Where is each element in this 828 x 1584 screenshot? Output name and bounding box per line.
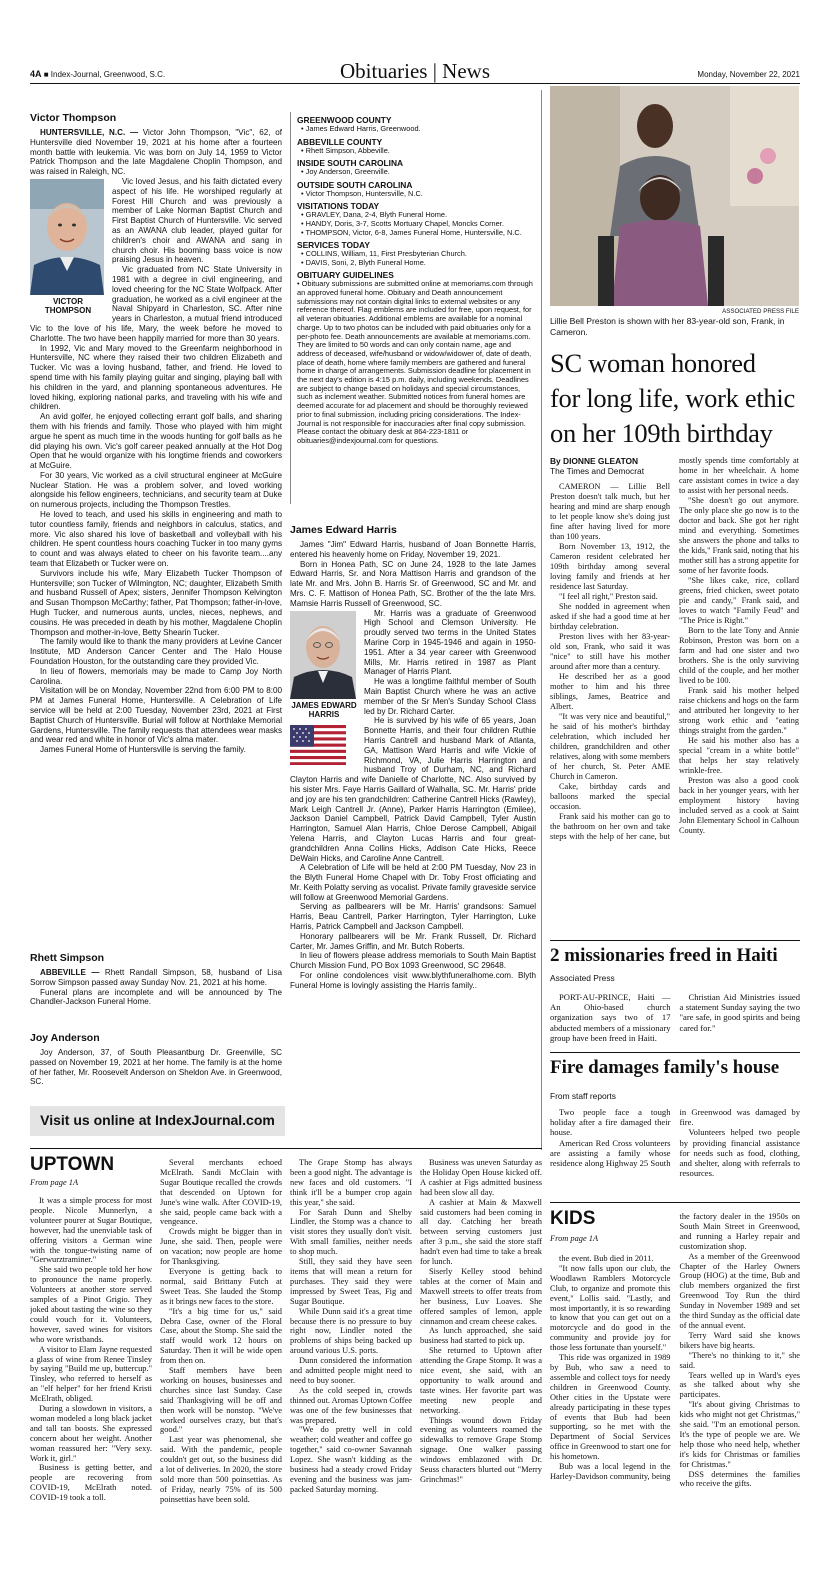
- box-item: • James Edward Harris, Greenwood.: [301, 124, 421, 133]
- page-date: Monday, November 22, 2021: [697, 70, 800, 80]
- promo-link[interactable]: Visit us online at IndexJournal.com: [40, 1112, 275, 1129]
- story-paragraph: Frank said his mother can go to the bathroom on her own and take steps with the help of her cane, but mostly spends time comfortably at home in her wheelchair. A home care assistant comes in twice a day to assist with her personal needs.: [550, 456, 799, 841]
- headline-spacer: [550, 1212, 671, 1254]
- obit-paragraph: ABBEVILLE — Rhett Randall Simpson, 58, husband of Lisa Sorrow Simpson passed away Sunday Nov. 21, 2021 at his home.: [30, 968, 282, 987]
- fire-headline: Fire damages family's house: [550, 1057, 780, 1078]
- obit-paragraph: He loved to teach, and used his skills in engineering and math to tutor countless family, friends and neighbors in calculus, statics, and more. Vic also shared his love of basketball and volleyball with his children. He spent countless hours coaching Tucker in too many gyms to count and was always elated to cheer on his favorite team....any team that Elizabeth or Tucker were on.: [30, 510, 282, 569]
- obit-name: Rhett Simpson: [30, 952, 105, 964]
- obit-paragraph: In 1992, Vic and Mary moved to the Greenfarm neighborhood in Huntersville, NC where they raised their two children Elizabeth and Tucker. Vic was a loving husband, father, and friend. He loved to spend time with his family playing guitar and singing, playing ball with his children in the yard, and planning spontaneous adventures. He loved hiking, exploring national parks, and traveling with his wife and children.: [30, 343, 282, 412]
- story-paragraph: Terry Ward said she knows bikers have big hearts.: [679, 1330, 800, 1350]
- box-item: • Victor Thompson, Huntersville, N.C.: [301, 188, 423, 198]
- obit-paragraph: He is survived by his wife of 65 years, Joan Bonnette Harris, and their four children Ruthie Harris Cantrell and husband Mark of Atlanta, GA, Mattison Ward Harris and wife Vickie of Richmond, VA, Julie Harris Harrington and husband Troy of Durham, NC, and Richard Clayton Harris and wife Danielle of Charlotte, NC. Also survived by his sister Mrs. Faye Harris Gaillard of Walhalla, SC. Mr. Harris' pride and joy are his ten grandchildren: Catherine Cantrell Hicks (Rawley), Mark Leigh Cantrell Jr. (Anne), Parker Harris Harrington (Emilee), Jackson Daniel Campbell, Patrick David Campbell, Tyler Austin Harrington, Samuel Alan Harris, Chloe Derose Campbell, Abigail Yelena Harris, and Clayton Lucas Harris and four great-grandchildren Anna Collins Hicks, Addison Cate Hicks, Reece DeWain Hicks, and Caroline Anne Cantrell.: [290, 716, 536, 863]
- obit-paragraph: The family would like to thank the many providers at Levine Cancer Institute, MD Anderson Cancer Center and The Halo House Foundation Houston, for the outstanding care they provided Vic.: [30, 637, 282, 667]
- story-paragraph: The Grape Stomp has always been a good night. The advantage is new faces and old customers. "I think it'll be a bumper crop again this year," she said.: [290, 1158, 412, 1207]
- story-paragraph: Several merchants echoed McElrath. Sandi McClain with Sugar Boutique recalled the crowds that descended on Uptown for June's wine walk. After COVID-19, she said, people came back with a vengeance.: [160, 1158, 282, 1227]
- obit-name: Joy Anderson: [30, 1032, 100, 1044]
- obit-paragraph: Visitation will be on Monday, November 22nd from 6:00 PM to 8:00 PM at James Funeral Home, Huntersville. A Celebration of Life service will be held at 2:00 Tuesday, November 23rd, 2021 at First Baptist Church of Huntersville. Burial will follow at Northlake Memorial Gardens, Huntersville. The family requests that attendees wear masks and wear red and white in honor of Vic's alma mater.: [30, 686, 282, 745]
- box-item: • Joy Anderson, Greenville.: [301, 167, 390, 177]
- story-paragraph: Business was uneven Saturday as the Holiday Open House kicked off. A cashier at Figs admitted business had been slow all day.: [420, 1158, 542, 1197]
- obit-name: James Edward Harris: [290, 524, 397, 536]
- story-paragraph: Two people face a tough holiday after a fire damaged their house.: [550, 1107, 671, 1138]
- obit-paragraph: A Celebration of Life will be held at 2:00 PM Tuesday, Nov 23 in the Blyth Funeral Home Chapel with Dr. Toby Frost officiating and Mr. Keith Polatty serving as vocalist. Private family graveside service will follow at Greenwood Memorial Gardens.: [290, 863, 536, 902]
- photo-caption: Lillie Bell Preston is shown with her 83-year-old son, Frank, in Cameron.: [550, 316, 785, 337]
- divider: [550, 1052, 800, 1053]
- page-number: 4A: [30, 69, 42, 80]
- jump-line: From page 1A: [550, 1234, 599, 1243]
- obit-paragraph: In lieu of flowers please address memorials to South Main Baptist Church Mission Fund, PO Box 1093 Greenwood, SC 29648.: [290, 951, 536, 971]
- obit-paragraph: For online condolences visit www.blythfuneralhome.com. Blyth Funeral Home is lovingly assisting the Harris family..: [290, 971, 536, 990]
- headline-spacer: [30, 1158, 152, 1196]
- obit-name: Victor Thompson: [30, 112, 117, 124]
- paper-name: Index-Journal, Greenwood, S.C.: [50, 70, 166, 80]
- obit-body: [30, 128, 282, 755]
- story-paragraph: Cake, birthday cards and balloons marked the special occasion.: [550, 782, 670, 811]
- jump-line: From page 1A: [30, 1178, 79, 1187]
- obit-paragraph: James Funeral Home of Huntersville is serving the family.: [40, 745, 246, 755]
- haiti-story: [550, 992, 800, 1052]
- preston-story: [550, 456, 799, 936]
- story-paragraph: It was a simple process for most people. Nicole Munnerlyn, a volunteer pourer at Sugar Boutique, however, had the unenviable task of offering visitors a German wine with the tongue-twisting name of "Gerwurztraminer.": [30, 1196, 152, 1265]
- story-paragraph: While Dunn said it's a great time because there is no pressure to buy right now, Lindler noted the problems of ships being backed up around various U.S. ports.: [290, 1306, 412, 1356]
- story-paragraph: "It's a big time for us," said Debra Case, owner of the Floral Case, about the Stomp. She said the staff would work 12 hours on Saturday. Then it will be wide open from then on.: [160, 1306, 282, 1366]
- obit-paragraph: An avid golfer, he enjoyed collecting errant golf balls, and sharing them with his friends and family. Those who played with him might argue he spent as much time in the woods hunting for golf balls as he did playing his own. Vic's golf career peaked annually at the Hot Dog Open that he would organize with his longtime friends and coworkers at McGuire.: [30, 412, 282, 471]
- kids-headline: KIDS: [550, 1208, 596, 1229]
- obit-paragraph: For 30 years, Vic worked as a civil structural engineer at McGuire Nuclear Station. He was a problem solver, and loved working alongside his fellow engineers, technicians, and security team at Duke on numerous projects, including the Thompson Trestles.: [30, 470, 282, 510]
- story-paragraph: "There's no thinking to it," she said.: [679, 1350, 800, 1370]
- story-paragraph: During a slowdown in visitors, a woman modeled a long black jacket and tall tan boosts. She expressed concern about her weight. Another woman reassured her: "Very sexy. Work it, girl.": [30, 1404, 152, 1463]
- box-heading: VISITATIONS TODAY: [297, 201, 380, 212]
- obit-simpson: [30, 950, 282, 1026]
- obit-paragraph: HUNTERSVILLE, N.C. — Victor John Thompson, "Vic", 62, of Huntersville died November 19, 2021 at his home after a fourteen month battle with leukemia. Vic was born on July 14, 1959 to Victor Patrick Thompson and the late Magdalene Choplin Thompson, and was raised in Raleigh, NC.: [30, 128, 282, 177]
- byline: By DIONNE GLEATON: [550, 456, 639, 466]
- byline-outlet: The Times and Democrat: [550, 466, 645, 476]
- story-paragraph: As the cold seeped in, crowds thinned out. Aromas Uptown Coffee was one of the few businesses that was prepared.: [290, 1385, 412, 1425]
- story-paragraph: Still, they said they have seen items that will mean a return for purchases. They said they were impressed by Sweet Teas, Fig and Sugar Boutique.: [290, 1257, 412, 1306]
- preston-headline: SC woman honored for long life, work ethic on her 109th birthday: [550, 348, 795, 448]
- obit-body: [30, 1048, 282, 1087]
- divider: [550, 1202, 800, 1203]
- preston-photo: [550, 86, 799, 306]
- story-paragraph: A visitor to Elam Jayne requested a glass of wine from Renee Tinsley by saying "Build me up, buttercup." Tinsley, who referred to herself as an "elf helper" for her friend Kristi McElrath, obliged.: [30, 1344, 152, 1404]
- divider: [30, 1148, 542, 1149]
- box-item: • DAVIS, Soni, 2, Blyth Funeral Home.: [301, 257, 426, 267]
- story-paragraph: Last year was phenomenal, she said. With the pandemic, people couldn't get out, so the business did a lot of deliveries. In 2020, the store sold more than 500 poinsettias. As of Friday, nearly 75% of its 500 poinsettias have been sold.: [160, 1435, 282, 1504]
- column-divider: [541, 90, 542, 1150]
- box-item: • Rhett Simpson, Abbeville.: [301, 145, 390, 155]
- divider: [550, 940, 800, 941]
- box-item: • COLLINS, William, 11, First Presbyterian Church.: [301, 249, 467, 259]
- obit-paragraph: Survivors include his wife, Mary Elizabeth Tucker Thompson of Huntersville; son Tucker of Wilmington, NC; daughter, Elizabeth Smith and husband Russell of Apex; sisters, Jennifer Thompson Kelvington and Susan Thompson McCarthy; father, Pat Thompson; father-in-love, Hugh Tucker, and numerous aunts, uncles, nieces, nephews, and cousins. He was preceded in death by his mother, Magdalene Choplin Thompson and mother-in-love, Betty Shearin Tucker.: [30, 568, 282, 637]
- obit-paragraph: He was a longtime faithful member of South Main Baptist Church where he was an active member of the Sr Men's Sunday School Class led by Dr. Richard Carter.: [364, 677, 536, 716]
- story-paragraph: Siserly Kelley stood behind tables at the corner of Main and Maxwell streets to offer treats from her business, Luv Loaves. She offered samples of lemon, apple cinnamon and cream cheese cakes.: [420, 1266, 542, 1326]
- story-paragraph: Preston lives with her 83-year-old son, Frank, who said it was "nice" to still have his mother around after more than a century.: [550, 632, 670, 671]
- story-paragraph: He said his mother also has a special "cream in a white bottle" that helps her stay relatively wrinkle-free.: [679, 736, 799, 775]
- story-paragraph: Volunteers helped two people by providing financial assistance for needs such as food, clothing, and shelter, along with referrals to resources.: [679, 1127, 800, 1179]
- story-paragraph: Dunn considered the information and admitted people might need to need to buy sooner.: [290, 1356, 412, 1385]
- story-paragraph: Christian Aid Ministries issued a statement Sunday saying the two "are safe, in good spirits and being cared for.": [679, 992, 800, 1033]
- obit-paragraph: Serving as pallbearers will be Mr. Harris' grandsons: Samuel Harris, Beau Cantrell, Parker Harrington, Tyler Harrington, Luke Harris, Patrick Campbell and Jackson Campbell.: [290, 902, 536, 932]
- story-paragraph: PORT-AU-PRINCE, Haiti — An Ohio-based church organization says two of 17 abducted members of a missionary group have been freed in Haiti.: [550, 992, 671, 1043]
- obit-paragraph: Vic loved Jesus, and his faith dictated every aspect of his life. He worshiped regularly at Forest Hill Church and was previously a member of Lake Norman Baptist Church and First Baptist Church of Huntersville. Vic served as an AWANA club leader, played guitar for children's choir and AWANA and sang in church choir. His booming bass voice is now praising Jesus in heaven.: [112, 176, 282, 265]
- story-paragraph: Born to the late Tony and Annie Robinson, Preston was born on a farm and had one sister and two brothers. She is the only surviving child of the couple, and her mother lived to be 100.: [679, 626, 799, 685]
- story-paragraph: As a member of the Greenwood Chapter of the Harley Owners Group (HOG) at the time, Bub and club members organized the first Greenwood Toy Run the third Sunday in November 1989 and set the third Sunday as the official date of the annual event.: [679, 1251, 800, 1330]
- story-paragraph: For Sarah Dunn and Shelby Lindler, the Stomp was a chance to visit stores they usually don't visit. With small families, neither needs to shop much.: [290, 1207, 412, 1257]
- box-item: • THOMPSON, Victor, 6-8, James Funeral Home, Huntersville, N.C.: [301, 227, 522, 237]
- box-heading: GREENWOOD COUNTY: [297, 115, 392, 125]
- obit-paragraph: Vic graduated from NC State University in 1981 with a degree in civil engineering, and loved cheering for the NC State Wolfpack. After graduation, he worked as a civil engineer at the Naval Shipyard in Charleston, SC. After nine years in Charleston, a mutual friend introduced Vic to the love of his life, Mary, the week before he moved to Charlotte. The two have been happily married for more than 30 years.: [30, 265, 282, 343]
- story-paragraph: "She likes cake, rice, collard greens, fried chicken, sweet potato pie and candy," Frank said, and loves to watch "Family Feud" and "The Price is Right.": [679, 576, 799, 625]
- obit-paragraph: Mr. Harris was a graduate of Greenwood High School and Clemson University. He proudly served two terms in the United States Marine Corp in 1945-1946 and again in 1950-1951. After a 34 year career with Greenwood Mills, Mr. Harris retired in 1987 as Plant Manager of Harris Plant.: [364, 608, 536, 677]
- obit-thompson: [30, 110, 282, 942]
- story-paragraph: She nodded in agreement when asked if she had a good time at her birthday celebration.: [550, 602, 670, 631]
- story-paragraph: "We do pretty well in cold weather; cold weather and coffee go together," said co-owner Savannah Lopez. She wasn't kidding as the business had a steady crowd Friday evening and the business was jam-packed Saturday morning.: [290, 1425, 412, 1494]
- obit-paragraph: Born in Honea Path, SC on June 24, 1928 to the late James Edward Harris, Sr. and Nora Mattison Harris and grandson of the late Mr. and Mrs. John B. Harris Sr. of Greenwood, SC and Mr. and Mrs. C. F. Mattison of Honea Path, SC. Brother of the the late Mrs. Mamsie Harris Russell of Greenwood, SC.: [290, 559, 536, 608]
- portrait-image: [290, 611, 356, 699]
- story-paragraph: Things wound down Friday evening as volunteers roamed the sidewalks to remove Grape Stomp signage. One walker passing windows emblazoned with Dr. Seuss characters blurted out "Merry Grinchmas!": [420, 1415, 542, 1484]
- haiti-byline: Associated Press: [550, 974, 615, 983]
- story-paragraph: "I feel all right," Preston said.: [559, 592, 658, 601]
- story-paragraph: A cashier at Main & Maxwell said customers had been coming in all day. Catching her breath between serving customers just after 3 p.m., she said the store staff hadn't even had time to take a break for lunch.: [420, 1197, 542, 1267]
- story-paragraph: Tears welled up in Ward's eyes as she talked about why she participates.: [679, 1370, 800, 1400]
- section-title: Obituaries | News: [339, 59, 490, 83]
- story-paragraph: "It was very nice and beautiful," he said of his mother's birthday celebration, which included her children, grandchildren and other relatives, along with some members of her church, St. Peter AME Church in Cameron.: [550, 712, 670, 781]
- story-paragraph: CAMERON — Lillie Bell Preston doesn't talk much, but her hearing and mind are sharp enough to let people know she's doing just fine after having lived for more than 100 years.: [550, 482, 670, 541]
- promo-banner[interactable]: [30, 1106, 285, 1136]
- thompson-photo: VICTOR THOMPSON: [30, 179, 106, 315]
- box-heading: INSIDE SOUTH CAROLINA: [297, 158, 404, 169]
- box-heading: OUTSIDE SOUTH CAROLINA: [297, 179, 413, 190]
- box-item: • HANDY, Doris, 3-7, Scotts Mortuary Chapel, Moncks Corner.: [301, 218, 504, 228]
- obit-anderson: [30, 1030, 282, 1090]
- page-folio: 4A ■ Index-Journal, Greenwood, S.C.: [30, 69, 166, 80]
- story-paragraph: She said two people told her how to pronounce the name properly. Volunteers at another store served samples of a Pinot Grigio. They joked about tasting the wine so they could vouch for it. Volunteers, however, saved wines for visitors who wore wristbands.: [30, 1265, 152, 1344]
- kids-story: [550, 1212, 800, 1580]
- fire-byline: From staff reports: [550, 1092, 616, 1101]
- story-paragraph: He described her as a good mother to him and his three siblings, James, Beatrice and Albert.: [550, 672, 670, 711]
- story-paragraph: Everyone is getting back to normal, said Brittany Futch at Sweet Teas. She lauded the Stomp as it brings new faces to the store.: [160, 1266, 282, 1306]
- obit-paragraph: Funeral plans are incomplete and will be announced by The Chandler-Jackson Funeral Home.: [30, 987, 282, 1007]
- photo-credit: ASSOCIATED PRESS FILE: [722, 308, 799, 315]
- page-header: [30, 60, 800, 84]
- story-paragraph: "She doesn't go out anymore. The only place she go now is to the doctor and back. She got her right mind and everything. Sometimes she answers the phone and talks to the kids," Frank said, noting that his mother still has a strong appetite for some of her favorite foods.: [679, 496, 799, 575]
- obit-paragraph: Joy Anderson, 37, of South Pleasantburg Dr. Greenville, SC passed on November 19, 2021 at her home. The family is at the home of her father, Mr. Roosevelt Anderson on Sheldon Ave. in Greenwood, SC.: [30, 1048, 282, 1087]
- obit-paragraph: James "Jim" Edward Harris, husband of Joan Bonnette Harris, entered his heavenly home on Friday, November 19, 2021.: [290, 540, 536, 559]
- story-paragraph: Staff members have been working on houses, businesses and churches since last Sunday. Case said Thanksgiving will be off and then work will be nonstop. "We've worked ourselves crazy, but that's good.": [160, 1366, 282, 1435]
- box-heading: SERVICES TODAY: [297, 240, 370, 251]
- obit-paragraph: Honorary pallbearers will be Mr. Frank Russell, Dr. Richard Carter, Mr. James Griffin, and Mr. Butch Roberts.: [290, 931, 536, 951]
- news-photo-image: [550, 86, 799, 306]
- story-paragraph: DSS determines the families who receive the gifts.: [679, 1469, 800, 1489]
- story-paragraph: As lunch approached, she said business had started to pick up.: [420, 1326, 542, 1346]
- guidelines-text: • Obituary submissions are submitted online at memoriams.com through an approved funeral home. Obituary and Death announcement submissions may not contain digital links to external websites or any reference thereof. Flag emblems are included for free, upon request, for all veteran obituaries. Additional emblems are available for a nominal charge. Up to two photos can be included with paid obituaries only for a per-photo fee. Death announcements are available at memoriams.com. They are limited to 50 words and can only contain name, age and address of deceased, wife/husband or widow/widower of, date of death, place of death, home where family members are gathered and funeral home in charge of arrangements. Submission deadline for placement in the next day's edition is 4:15 p.m. daily, including weekends. Deadlines are subject to change based on holidays and special circumstances, such as inclement weather. Submitted notices from funeral homes are deemed accurate for ad placement and should be thoroughly reviewed prior to final submission, including pricing considerations. The Index-Journal is not responsible for inaccuracies after final copy submission. Please contact the obituary desk at 864-223-1811 or obituaries@indexjournal.com for questions.: [297, 279, 533, 445]
- uptown-story: [30, 1158, 542, 1578]
- obituary-index-box: [290, 112, 536, 504]
- obit-harris: [290, 522, 536, 1102]
- obit-body: [290, 540, 536, 991]
- story-paragraph: Business is getting better, and people are recovering from COVID-19, McElrath noted. COVID-19 took a toll.: [30, 1463, 152, 1503]
- harris-photo: JAMES EDWARD HARRIS: [290, 611, 358, 765]
- story-paragraph: Crowds might be bigger than in June, she said. Then, people were on vacation; now people are home for Thanksgiving.: [160, 1227, 282, 1267]
- uptown-headline: UPTOWN: [30, 1154, 115, 1175]
- story-paragraph: She returned to Uptown after attending the Grape Stomp. It was a nice event, she said, with an opportunity to walk around and taste wines. Her favorite part was meeting new people and networking.: [420, 1346, 542, 1415]
- story-paragraph: Preston was also a good cook back in her younger years, with her employment history having included served as a cook at Saint John Elementary School in Calhoun County.: [679, 776, 799, 835]
- story-paragraph: Born November 13, 1912, the Cameron resident celebrated her 109th birthday among several loving family and friends at her residence last Saturday.: [550, 542, 670, 591]
- fire-story: [550, 1107, 800, 1199]
- haiti-headline: 2 missionaries freed in Haiti: [550, 945, 778, 966]
- box-heading: ABBEVILLE COUNTY: [297, 136, 383, 147]
- story-paragraph: "It now falls upon our club, the Woodlawn Ramblers Motorcycle Club, to organize and promote this event," Lollis said. "Lastly, and most importantly, it is so rewarding to know that you can get out on a motorcycle and do good in the community and provide joy for those less fortunate than yourself.": [550, 1263, 671, 1353]
- story-paragraph: "It's about giving Christmas to kids who might not get Christmas," she said. "I'm an emotional person. It's the type of people we are. We help those who need help, whether it's kids for Christmas or families for Christmas.": [679, 1400, 800, 1469]
- flag-icon: [290, 725, 346, 765]
- story-paragraph: the event. Bub died in 2011.: [559, 1254, 654, 1263]
- obit-body: [30, 968, 282, 1007]
- obit-paragraph: In lieu of flowers, memorials may be made to Camp Joy North Carolina.: [30, 666, 282, 686]
- story-paragraph: American Red Cross volunteers are assisting a family whose residence along Highway 25 South in Greenwood was damaged by fire.: [550, 1107, 800, 1169]
- story-paragraph: Frank said his mother helped raise chickens and hogs on the farm and attributed her longevity to her strong work ethic and "eating things straight from the garden.": [679, 686, 799, 735]
- portrait-image: [30, 179, 104, 295]
- story-paragraph: This ride was organized in 1989 by Bub, who saw a need to assemble and collect toys for needy children in Greenwood County. Other cities in the Upstate were already participating in these types of events that Bub had been supporting, so he met with the Department of Social Services office in Greenwood to start one for his hometown.: [550, 1353, 671, 1462]
- box-heading: OBITUARY GUIDELINES: [297, 270, 394, 281]
- box-item: • GRAVLEY, Dana, 2-4, Blyth Funeral Home.: [301, 210, 448, 220]
- story-paragraph: Bub was a local legend in the Harley-Davidson community, being the factory dealer in the 1950s on South Main Street in Greenwood, and running a Harley repair and customization shop.: [550, 1212, 800, 1481]
